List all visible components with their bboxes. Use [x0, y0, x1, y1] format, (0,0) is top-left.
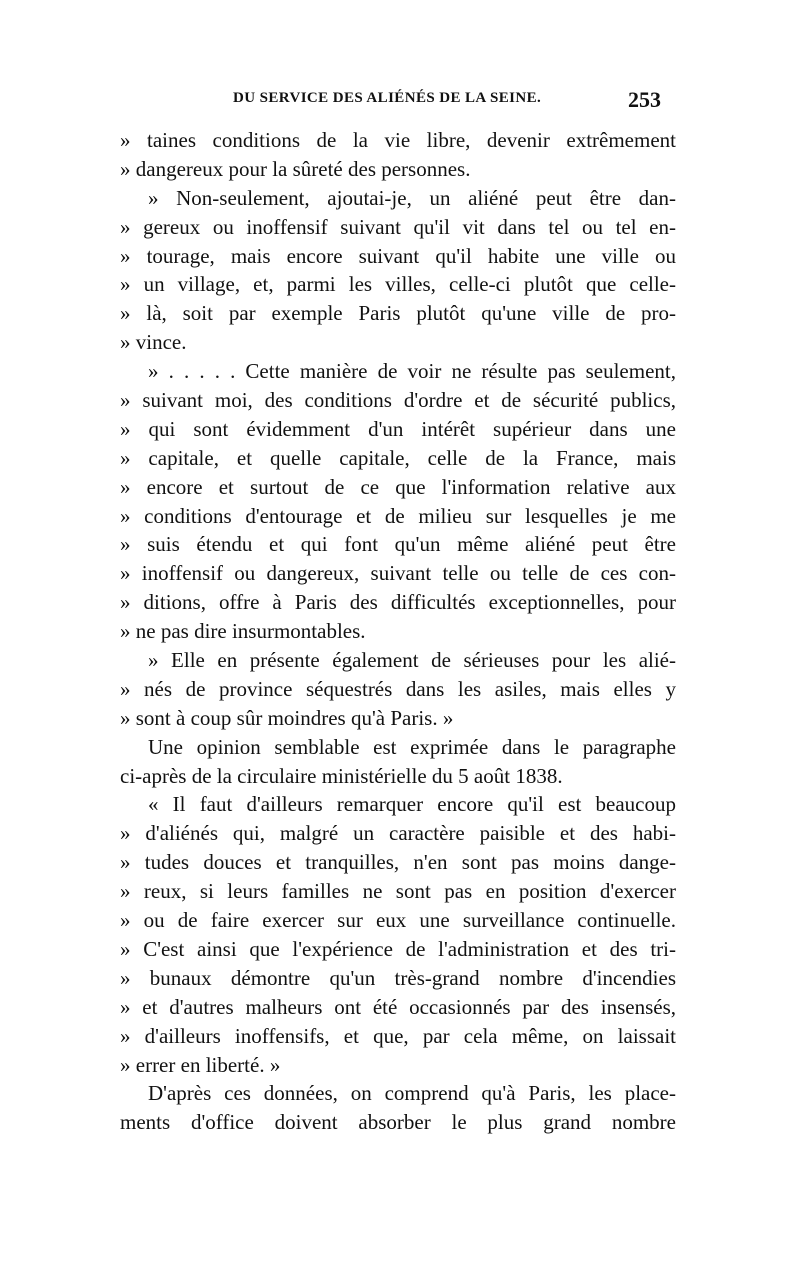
body-text — [120, 126, 676, 1137]
text-line: » Elle en présente également de sérieuses pour les alié- — [148, 648, 676, 673]
text-line: » ditions, offre à Paris des difficultés exceptionnelles, pour — [120, 590, 676, 615]
text-line: » nés de province séquestrés dans les asiles, mais elles y — [120, 676, 676, 701]
text-line: » Non-seulement, ajoutai-je, un aliéné peut être dan- — [148, 185, 676, 210]
running-title: DU SERVICE DES ALIÉNÉS DE LA SEINE. — [233, 90, 542, 106]
text-line: « Il faut d'ailleurs remarquer encore qu'il est beaucoup — [148, 792, 676, 817]
text-line: » ne pas dire insurmontables. — [120, 619, 366, 644]
text-line: » suivant moi, des conditions d'ordre et de sécurité publics, — [120, 388, 676, 413]
text-line: » suis étendu et qui font qu'un même aliéné peut être — [120, 532, 676, 557]
text-line: » . . . . . Cette manière de voir ne résulte pas seulement, — [148, 359, 676, 384]
text-line: » conditions d'entourage et de milieu sur lesquelles je me — [120, 503, 676, 528]
text-line: » errer en liberté. » — [120, 1052, 281, 1077]
text-line: » inoffensif ou dangereux, suivant telle ou telle de ces con- — [120, 561, 676, 586]
text-line: » d'ailleurs inoffensifs, et que, par cela même, on laissait — [120, 1023, 676, 1048]
text-line: » d'aliénés qui, malgré un caractère paisible et des habi- — [120, 821, 676, 846]
text-line: » un village, et, parmi les villes, celle-ci plutôt que celle- — [120, 272, 676, 297]
text-line: » tudes douces et tranquilles, n'en sont pas moins dange- — [120, 850, 676, 875]
text-line: » là, soit par exemple Paris plutôt qu'une ville de pro- — [120, 301, 676, 326]
text-line: » gereux ou inoffensif suivant qu'il vit dans tel ou tel en- — [120, 214, 676, 239]
text-line: Une opinion semblable est exprimée dans le paragraphe — [148, 734, 676, 759]
text-line: » dangereux pour la sûreté des personnes. — [120, 156, 471, 181]
text-line: » capitale, et quelle capitale, celle de la France, mais — [120, 445, 676, 470]
page-number: 253 — [628, 87, 661, 112]
text-line: » ou de faire exercer sur eux une surveillance continuelle. — [120, 908, 676, 933]
text-line: » taines conditions de la vie libre, devenir extrêmement — [120, 128, 676, 152]
text-line: » reux, si leurs familles ne sont pas en position d'exercer — [120, 879, 676, 904]
text-line: » C'est ainsi que l'expérience de l'administration et des tri- — [120, 936, 676, 961]
text-line: » vince. — [120, 330, 187, 355]
text-line: » bunaux démontre qu'un très-grand nombre d'incendies — [120, 965, 676, 990]
text-line: D'après ces données, on comprend qu'à Paris, les place- — [148, 1081, 676, 1106]
text-line: ments d'office doivent absorber le plus grand nombre — [120, 1110, 676, 1135]
text-line: » et d'autres malheurs ont été occasionnés par des insensés, — [120, 994, 676, 1019]
text-line: » sont à coup sûr moindres qu'à Paris. » — [120, 705, 454, 730]
text-line: » encore et surtout de ce que l'information relative aux — [120, 474, 676, 499]
text-line: » tourage, mais encore suivant qu'il habite une ville ou — [120, 243, 676, 268]
text-line: ci-après de la circulaire ministérielle du 5 août 1838. — [120, 763, 563, 788]
text-line: » qui sont évidemment d'un intérêt supérieur dans une — [120, 416, 676, 441]
